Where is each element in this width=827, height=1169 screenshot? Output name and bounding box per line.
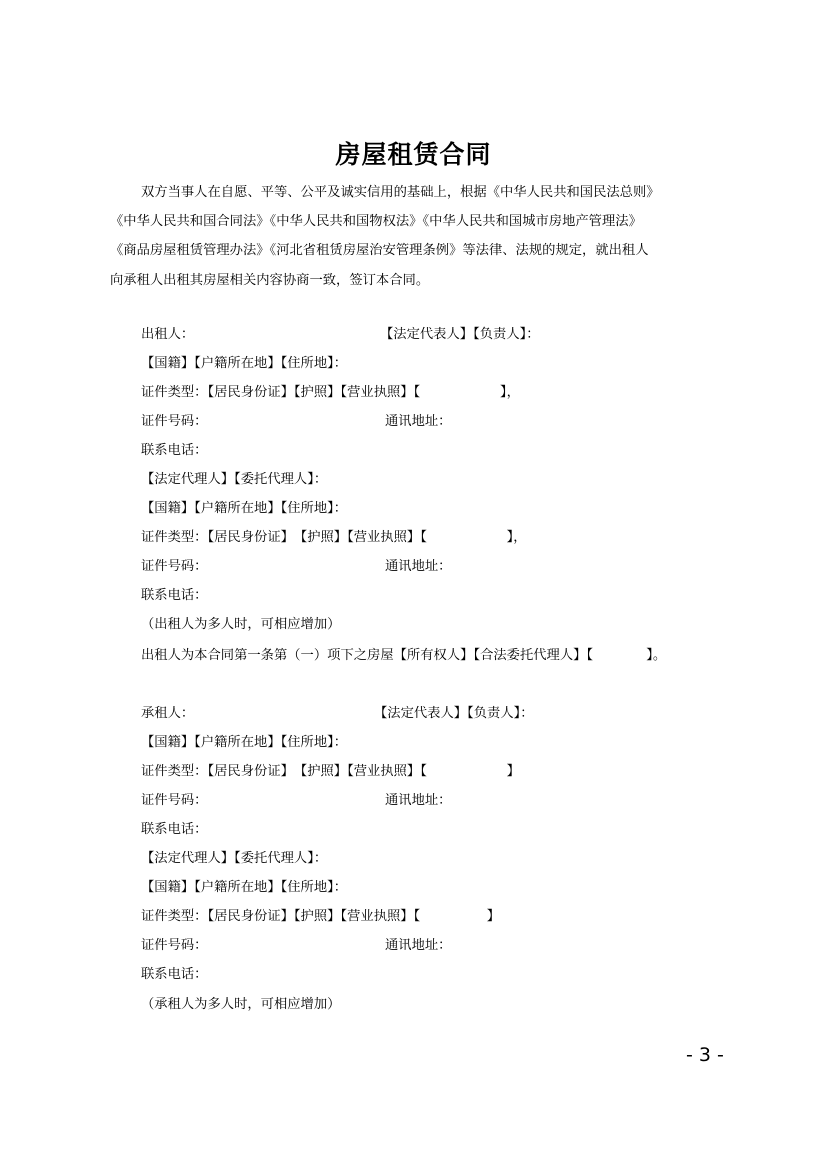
lessee-agent-address-label: 通讯地址： bbox=[385, 938, 452, 953]
lessor-label: 出租人： bbox=[141, 327, 195, 342]
lessor-agent-phone-label: 联系电话： bbox=[141, 588, 208, 603]
lessor-address-label: 通讯地址： bbox=[385, 414, 452, 429]
intro-line: 向承租人出租其房屋相关内容协商一致，签订本合同。 bbox=[110, 272, 430, 288]
intro-line: 双方当事人在自愿、平等、公平及诚实信用的基础上，根据《中华人民共和国民法总则》 bbox=[141, 185, 660, 200]
lessee-label: 承租人： bbox=[141, 706, 195, 721]
lessee-nationality: 【国籍】【户籍所在地】【住所地】： bbox=[141, 735, 348, 750]
lessor-nationality: 【国籍】【户籍所在地】【住所地】： bbox=[141, 356, 348, 371]
lessor-phone-label: 联系电话： bbox=[141, 443, 208, 458]
lessee-phone-label: 联系电话： bbox=[141, 822, 208, 837]
lessor-rep-label: 【法定代表人】【负责人】： bbox=[380, 327, 540, 342]
lessee-agent-phone-label: 联系电话： bbox=[141, 967, 208, 982]
lessor-capacity: 出租人为本合同第一条第（一）项下之房屋【所有权人】【合法委托代理人】【 】。 bbox=[141, 648, 667, 663]
lessor-id-type: 证件类型：【居民身份证】【护照】【营业执照】【 】， bbox=[141, 385, 520, 400]
document-title: 房屋租赁合同 bbox=[335, 140, 492, 169]
intro-line: 《商品房屋租赁管理办法》《河北省租赁房屋治安管理条例》等法律、法规的规定，就出租人 bbox=[110, 243, 649, 259]
lessee-agent-id-no-label: 证件号码： bbox=[141, 938, 208, 953]
lessee-address-label: 通讯地址： bbox=[385, 793, 452, 808]
lessee-party-row bbox=[141, 704, 534, 724]
lessor-id-row bbox=[141, 412, 452, 432]
intro-paragraph bbox=[110, 178, 728, 295]
lessor-id-no-label: 证件号码： bbox=[141, 414, 208, 429]
intro-line: 《中华人民共和国合同法》《中华人民共和国物权法》《中华人民共和国城市房地产管理法》 bbox=[110, 214, 642, 230]
lessee-rep-label: 【法定代表人】【负责人】： bbox=[374, 706, 534, 721]
lessee-agent-label: 【法定代理人】【委托代理人】： bbox=[141, 851, 328, 866]
lessor-agent-nationality: 【国籍】【户籍所在地】【住所地】： bbox=[141, 501, 348, 516]
lessor-agent-id-type: 证件类型：【居民身份证】 【护照】【营业执照】【 】， bbox=[141, 530, 527, 545]
lessee-id-row bbox=[141, 791, 452, 811]
lessor-agent-address-label: 通讯地址： bbox=[385, 559, 452, 574]
lessor-agent-label: 【法定代理人】【委托代理人】： bbox=[141, 472, 328, 487]
page-number: - 3 - bbox=[686, 1044, 724, 1066]
lessee-id-no-label: 证件号码： bbox=[141, 793, 208, 808]
lessee-agent-nationality: 【国籍】【户籍所在地】【住所地】： bbox=[141, 880, 348, 895]
lessee-agent-id-row bbox=[141, 936, 452, 956]
lessee-id-type: 证件类型：【居民身份证】 【护照】【营业执照】【 】 bbox=[141, 764, 520, 779]
lessor-agent-id-row bbox=[141, 557, 452, 577]
lessor-multi-note: （出租人为多人时，可相应增加） bbox=[141, 617, 341, 632]
lessee-agent-id-type: 证件类型：【居民身份证】【护照】【营业执照】【 】 bbox=[141, 909, 501, 924]
lessor-agent-id-no-label: 证件号码： bbox=[141, 559, 208, 574]
lessee-multi-note: （承租人为多人时，可相应增加） bbox=[141, 997, 341, 1012]
lessor-party-row bbox=[141, 325, 540, 345]
